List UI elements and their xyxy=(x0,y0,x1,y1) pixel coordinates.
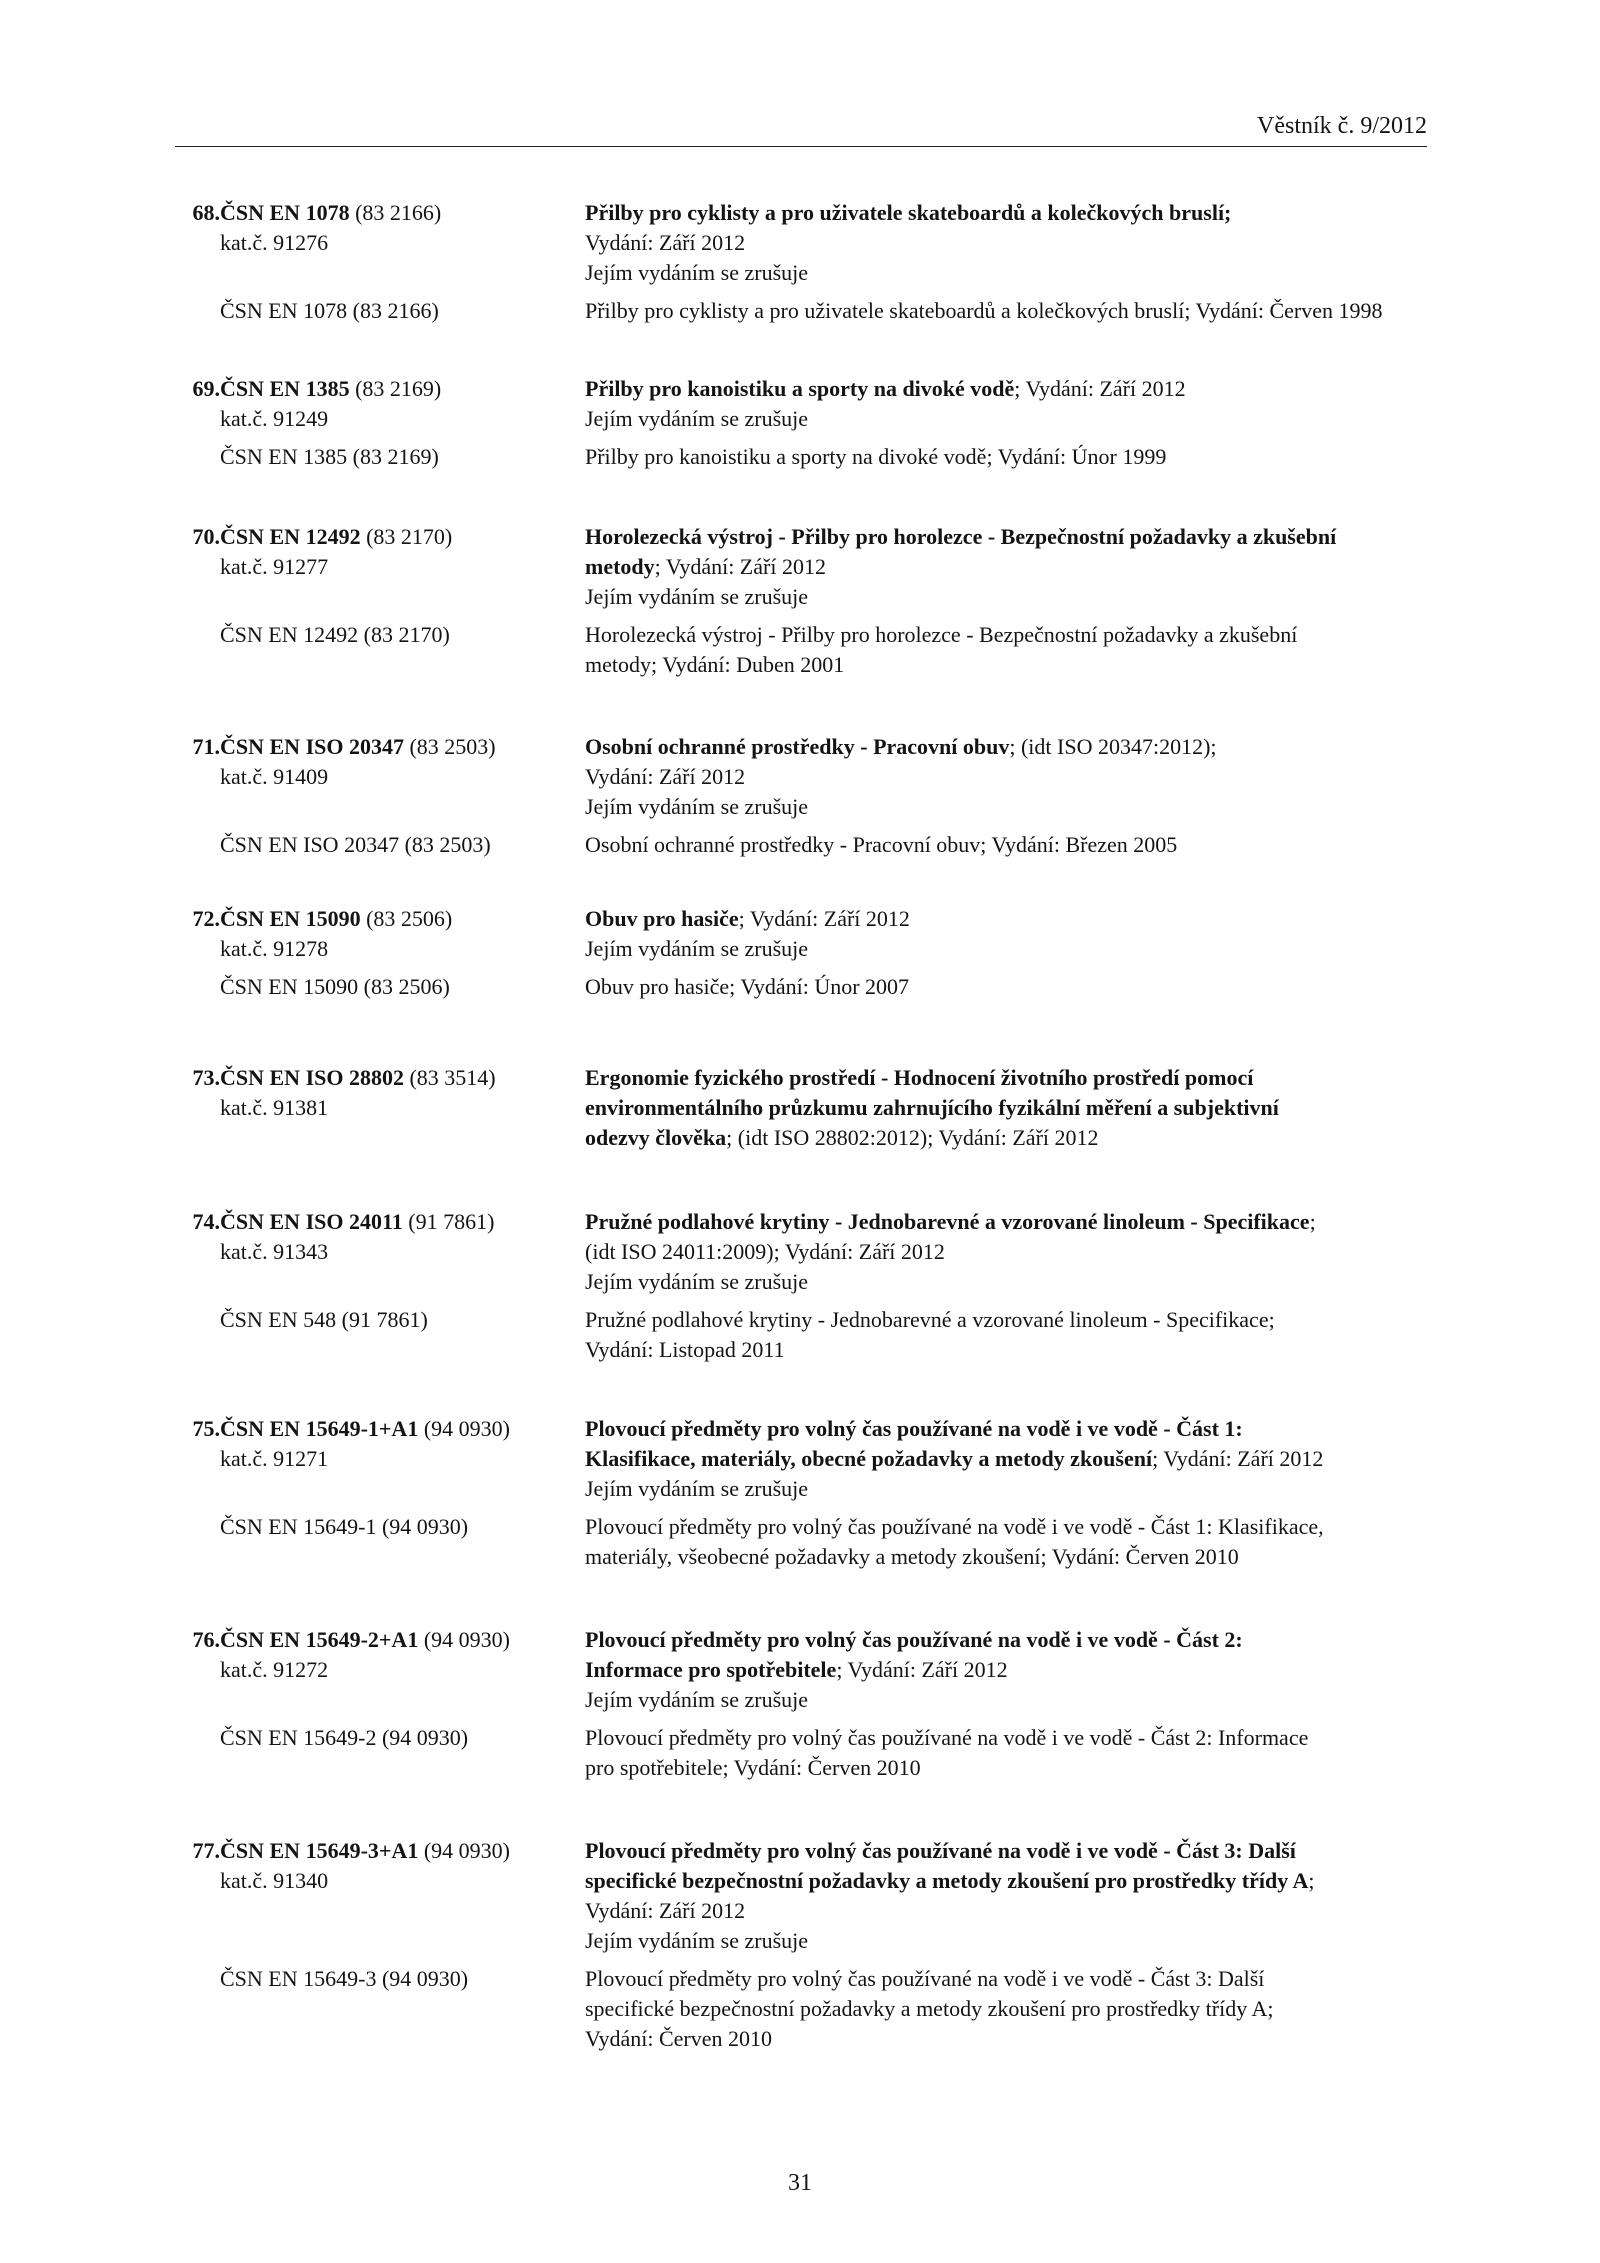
entry-row xyxy=(0,1474,1600,1504)
standard-code xyxy=(220,1063,496,1093)
replaced-standard-title: Pružné podlahové krytiny - Jednobarevné a vzorované linoleum - Specifikace; xyxy=(585,1307,1275,1332)
standard-title-line xyxy=(585,1207,1445,1237)
standard-title-text: (idt ISO 24011:2009); Vydání: Září 2012 xyxy=(585,1239,945,1264)
standard-title-line xyxy=(585,1414,1445,1444)
entry-row xyxy=(0,582,1600,612)
entry-number: 75. xyxy=(192,1416,220,1441)
standard-title-bold: Plovoucí předměty pro volný čas používané na vodě i ve vodě - Část 1: xyxy=(585,1416,1243,1441)
standard-entry xyxy=(0,522,1600,680)
standard-code xyxy=(220,198,441,228)
replaced-standard-code: ČSN EN 15649-1 (94 0930) xyxy=(220,1514,469,1539)
standard-title-text: Jejím vydáním se zrušuje xyxy=(585,794,809,819)
standard-title-line xyxy=(585,1063,1445,1093)
replaced-row xyxy=(0,1994,1600,2024)
entry-row xyxy=(0,404,1600,434)
standard-title-text: ; Vydání: Září 2012 xyxy=(1152,1446,1324,1471)
standard-title-line xyxy=(585,404,1445,434)
standard-title-bold: Přilby pro cyklisty a pro uživatele skateboardů a kolečkových bruslí; xyxy=(585,200,1232,225)
standard-code-bold: ČSN EN ISO 28802 xyxy=(220,1065,404,1090)
standard-title-line xyxy=(585,1093,1445,1123)
standard-title-bold: Osobní ochranné prostředky - Pracovní obuv xyxy=(585,734,1010,759)
standard-code-bold: ČSN EN 15090 xyxy=(220,906,361,931)
replaced-standard-title: Plovoucí předměty pro volný čas používané na vodě i ve vodě - Část 2: Informace xyxy=(585,1725,1309,1750)
entry-row xyxy=(0,374,1600,404)
standard-title-bold: Ergonomie fyzického prostředí - Hodnocení životního prostředí pomocí xyxy=(585,1065,1254,1090)
entry-row xyxy=(0,792,1600,822)
standard-class-code: (83 2506) xyxy=(360,906,453,931)
catalog-number: kat.č. 91343 xyxy=(220,1239,329,1264)
entry-number: 69. xyxy=(192,376,220,401)
replaced-row xyxy=(0,1335,1600,1365)
standard-code-bold: ČSN EN 15649-3+A1 xyxy=(220,1838,419,1863)
standard-title-line xyxy=(585,792,1445,822)
replaced-standard-code: ČSN EN ISO 20347 (83 2503) xyxy=(220,832,491,857)
standard-title-text: Jejím vydáním se zrušuje xyxy=(585,260,809,285)
entry-number: 70. xyxy=(192,524,220,549)
replaced-standard-title: Horolezecká výstroj - Přilby pro horolezce - Bezpečnostní požadavky a zkušební xyxy=(585,622,1298,647)
entry-row xyxy=(0,1685,1600,1715)
standard-code-bold: ČSN EN 15649-2+A1 xyxy=(220,1627,419,1652)
standard-entry xyxy=(0,732,1600,860)
standard-code xyxy=(220,732,496,762)
replaced-row xyxy=(0,1512,1600,1542)
standard-title-bold: Informace pro spotřebitele xyxy=(585,1657,837,1682)
standard-title-text: ; (idt ISO 20347:2012); xyxy=(1009,734,1217,759)
standard-title-text: ; xyxy=(1308,1868,1315,1893)
replaced-standard-title: Plovoucí předměty pro volný čas používané na vodě i ve vodě - Část 1: Klasifikace, xyxy=(585,1514,1324,1539)
standard-title-bold: Klasifikace, materiály, obecné požadavky a metody zkoušení xyxy=(585,1446,1153,1471)
standard-title-line xyxy=(585,1123,1445,1153)
standard-class-code: (83 2170) xyxy=(360,524,453,549)
replaced-standard-code: ČSN EN 1078 (83 2166) xyxy=(220,298,439,323)
standard-title-bold: Obuv pro hasiče xyxy=(585,906,739,931)
standard-class-code: (83 3514) xyxy=(403,1065,496,1090)
standard-code-bold: ČSN EN ISO 20347 xyxy=(220,734,404,759)
standard-title-text: Jejím vydáním se zrušuje xyxy=(585,1476,809,1501)
standard-class-code: (94 0930) xyxy=(418,1838,510,1863)
standard-title-bold: Pružné podlahové krytiny - Jednobarevné a vzorované linoleum - Specifikace xyxy=(585,1209,1310,1234)
catalog-number: kat.č. 91277 xyxy=(220,554,329,579)
standard-title-bold: specifické bezpečnostní požadavky a metody zkoušení pro prostředky třídy A xyxy=(585,1868,1309,1893)
replaced-standard-code: ČSN EN 15090 (83 2506) xyxy=(220,974,450,999)
entry-number: 73. xyxy=(192,1065,220,1090)
standard-entry xyxy=(0,374,1600,472)
catalog-number: kat.č. 91272 xyxy=(220,1657,329,1682)
standard-code xyxy=(220,904,452,934)
standard-title-line xyxy=(585,934,1445,964)
standard-title-text: Vydání: Září 2012 xyxy=(585,1898,746,1923)
entry-row xyxy=(0,1207,1600,1237)
catalog-number: kat.č. 91276 xyxy=(220,230,329,255)
entry-number: 72. xyxy=(192,906,220,931)
standard-code xyxy=(220,522,452,552)
standard-title-line xyxy=(585,1474,1445,1504)
replaced-standard-title: metody; Vydání: Duben 2001 xyxy=(585,652,845,677)
entry-number: 77. xyxy=(192,1838,220,1863)
standard-title-text: ; Vydání: Září 2012 xyxy=(738,906,910,931)
replaced-standard-title: Osobní ochranné prostředky - Pracovní obuv; Vydání: Březen 2005 xyxy=(585,832,1178,857)
standard-title-bold: environmentálního průzkumu zahrnujícího fyzikální měření a subjektivní xyxy=(585,1095,1279,1120)
standard-code-bold: ČSN EN 12492 xyxy=(220,524,361,549)
replaced-standard-title: pro spotřebitele; Vydání: Červen 2010 xyxy=(585,1755,921,1780)
entry-number: 74. xyxy=(192,1209,220,1234)
standard-title-line xyxy=(585,732,1445,762)
replaced-standard-code: ČSN EN 548 (91 7861) xyxy=(220,1307,428,1332)
standard-title-line xyxy=(585,1836,1445,1866)
standard-title-text: Vydání: Září 2012 xyxy=(585,764,746,789)
standard-title-line xyxy=(585,1237,1445,1267)
standard-entry xyxy=(0,198,1600,326)
replaced-standard-title: Přilby pro cyklisty a pro uživatele skateboardů a kolečkových bruslí; Vydání: Červen 1998 xyxy=(585,298,1383,323)
replaced-standard-title: Plovoucí předměty pro volný čas používané na vodě i ve vodě - Část 3: Další xyxy=(585,1966,1265,1991)
catalog-number: kat.č. 91381 xyxy=(220,1095,329,1120)
replaced-row xyxy=(0,442,1600,472)
standard-title-text: ; Vydání: Září 2012 xyxy=(654,554,826,579)
replaced-row xyxy=(0,1964,1600,1994)
catalog-number: kat.č. 91249 xyxy=(220,406,329,431)
standard-class-code: (91 7861) xyxy=(402,1209,495,1234)
standard-title-text: ; Vydání: Září 2012 xyxy=(1014,376,1186,401)
standard-title-line xyxy=(585,762,1445,792)
standard-title-text: Jejím vydáním se zrušuje xyxy=(585,1928,809,1953)
standard-title-text: Jejím vydáním se zrušuje xyxy=(585,936,809,961)
standard-class-code: (83 2503) xyxy=(403,734,496,759)
standard-class-code: (83 2166) xyxy=(349,200,442,225)
entry-spacer xyxy=(0,434,1600,442)
standard-title-text: Jejím vydáním se zrušuje xyxy=(585,1687,809,1712)
page-number: 31 xyxy=(788,2170,812,2196)
standard-code xyxy=(220,374,441,404)
entry-row xyxy=(0,1896,1600,1926)
replaced-standard-title: materiály, všeobecné požadavky a metody zkoušení; Vydání: Červen 2010 xyxy=(585,1544,1239,1569)
replaced-standard-code: ČSN EN 1385 (83 2169) xyxy=(220,444,439,469)
standard-code xyxy=(220,1414,510,1444)
standard-code-bold: ČSN EN 15649-1+A1 xyxy=(220,1416,419,1441)
standard-title-line xyxy=(585,1926,1445,1956)
entry-row xyxy=(0,1093,1600,1123)
standard-title-bold: odezvy člověka xyxy=(585,1125,727,1150)
entry-spacer xyxy=(0,964,1600,972)
standard-title-line xyxy=(585,904,1445,934)
entry-row xyxy=(0,552,1600,582)
replaced-standard-code: ČSN EN 15649-3 (94 0930) xyxy=(220,1966,469,1991)
replaced-standard-title: Obuv pro hasiče; Vydání: Únor 2007 xyxy=(585,974,910,999)
standard-title-text: Vydání: Září 2012 xyxy=(585,230,746,255)
entry-spacer xyxy=(0,612,1600,620)
replaced-standard-title: Vydání: Červen 2010 xyxy=(585,2026,772,2051)
standard-code-bold: ČSN EN 1078 xyxy=(220,200,350,225)
standard-title-text: Jejím vydáním se zrušuje xyxy=(585,1269,809,1294)
replaced-row xyxy=(0,620,1600,650)
standard-title-line xyxy=(585,1267,1445,1297)
entry-row xyxy=(0,1237,1600,1267)
entry-row xyxy=(0,1414,1600,1444)
replaced-standard-title: Vydání: Listopad 2011 xyxy=(585,1337,785,1362)
replaced-row xyxy=(0,830,1600,860)
entry-spacer xyxy=(0,1297,1600,1305)
standard-class-code: (94 0930) xyxy=(418,1627,510,1652)
standard-title-line xyxy=(585,228,1445,258)
standard-code-bold: ČSN EN 1385 xyxy=(220,376,350,401)
entry-row xyxy=(0,1625,1600,1655)
standard-title-line xyxy=(585,1866,1445,1896)
standard-title-text: ; (idt ISO 28802:2012); Vydání: Září 2012 xyxy=(726,1125,1099,1150)
entry-row xyxy=(0,1866,1600,1896)
standard-title-text: ; xyxy=(1309,1209,1316,1234)
entry-number: 71. xyxy=(192,734,220,759)
replaced-row xyxy=(0,1305,1600,1335)
catalog-number: kat.č. 91340 xyxy=(220,1868,329,1893)
standard-entry xyxy=(0,1063,1600,1153)
standard-title-bold: Plovoucí předměty pro volný čas používané na vodě i ve vodě - Část 2: xyxy=(585,1627,1243,1652)
replaced-row xyxy=(0,1753,1600,1783)
standard-code xyxy=(220,1836,510,1866)
entry-row xyxy=(0,904,1600,934)
standard-class-code: (94 0930) xyxy=(418,1416,510,1441)
standard-title-line xyxy=(585,1625,1445,1655)
entry-spacer xyxy=(0,822,1600,830)
standard-title-text: ; Vydání: Září 2012 xyxy=(836,1657,1008,1682)
standard-title-bold: Přilby pro kanoistiku a sporty na divoké vodě xyxy=(585,376,1015,401)
standard-entry xyxy=(0,904,1600,1002)
entry-row xyxy=(0,732,1600,762)
replaced-row xyxy=(0,2024,1600,2054)
standard-title-line xyxy=(585,1444,1445,1474)
replaced-standard-title: Přilby pro kanoistiku a sporty na divoké vodě; Vydání: Únor 1999 xyxy=(585,444,1167,469)
standard-class-code: (83 2169) xyxy=(349,376,442,401)
standard-title-line xyxy=(585,582,1445,612)
entry-spacer xyxy=(0,288,1600,296)
entry-row xyxy=(0,258,1600,288)
standard-entry xyxy=(0,1207,1600,1365)
replaced-row xyxy=(0,296,1600,326)
entry-row xyxy=(0,1063,1600,1093)
entry-row xyxy=(0,228,1600,258)
replaced-standard-title: specifické bezpečnostní požadavky a metody zkoušení pro prostředky třídy A; xyxy=(585,1996,1274,2021)
standard-title-bold: Horolezecká výstroj - Přilby pro horolezce - Bezpečnostní požadavky a zkušební xyxy=(585,524,1337,549)
replaced-standard-code: ČSN EN 12492 (83 2170) xyxy=(220,622,450,647)
standard-title-text: Jejím vydáním se zrušuje xyxy=(585,584,809,609)
catalog-number: kat.č. 91271 xyxy=(220,1446,329,1471)
journal-title: Věstník č. 9/2012 xyxy=(1257,113,1427,139)
standard-entry xyxy=(0,1625,1600,1783)
replaced-standard-code: ČSN EN 15649-2 (94 0930) xyxy=(220,1725,469,1750)
replaced-row xyxy=(0,650,1600,680)
entry-row xyxy=(0,934,1600,964)
entry-number: 68. xyxy=(192,200,220,225)
catalog-number: kat.č. 91409 xyxy=(220,764,329,789)
entry-spacer xyxy=(0,1504,1600,1512)
entry-row xyxy=(0,1123,1600,1153)
standard-code xyxy=(220,1207,494,1237)
entry-row xyxy=(0,1267,1600,1297)
standard-title-line xyxy=(585,374,1445,404)
entry-row xyxy=(0,198,1600,228)
standard-title-line xyxy=(585,552,1445,582)
standard-entry xyxy=(0,1836,1600,2054)
entry-spacer xyxy=(0,1715,1600,1723)
entry-number: 76. xyxy=(192,1627,220,1652)
standard-title-text: Jejím vydáním se zrušuje xyxy=(585,406,809,431)
standard-title-line xyxy=(585,522,1445,552)
standard-title-line xyxy=(585,258,1445,288)
catalog-number: kat.č. 91278 xyxy=(220,936,329,961)
entry-row xyxy=(0,1836,1600,1866)
page-header xyxy=(175,108,1427,147)
standard-title-line xyxy=(585,1655,1445,1685)
standard-title-line xyxy=(585,1896,1445,1926)
standard-title-line xyxy=(585,198,1445,228)
standard-title-bold: metody xyxy=(585,554,655,579)
standard-code-bold: ČSN EN ISO 24011 xyxy=(220,1209,403,1234)
entry-row xyxy=(0,1444,1600,1474)
standard-entry xyxy=(0,1414,1600,1572)
entry-row xyxy=(0,1655,1600,1685)
standard-title-bold: Plovoucí předměty pro volný čas používané na vodě i ve vodě - Část 3: Další xyxy=(585,1838,1296,1863)
entry-row xyxy=(0,1926,1600,1956)
replaced-row xyxy=(0,1542,1600,1572)
entry-row xyxy=(0,762,1600,792)
entry-row xyxy=(0,522,1600,552)
entry-spacer xyxy=(0,1956,1600,1964)
standard-title-line xyxy=(585,1685,1445,1715)
replaced-row xyxy=(0,972,1600,1002)
replaced-row xyxy=(0,1723,1600,1753)
standard-code xyxy=(220,1625,510,1655)
